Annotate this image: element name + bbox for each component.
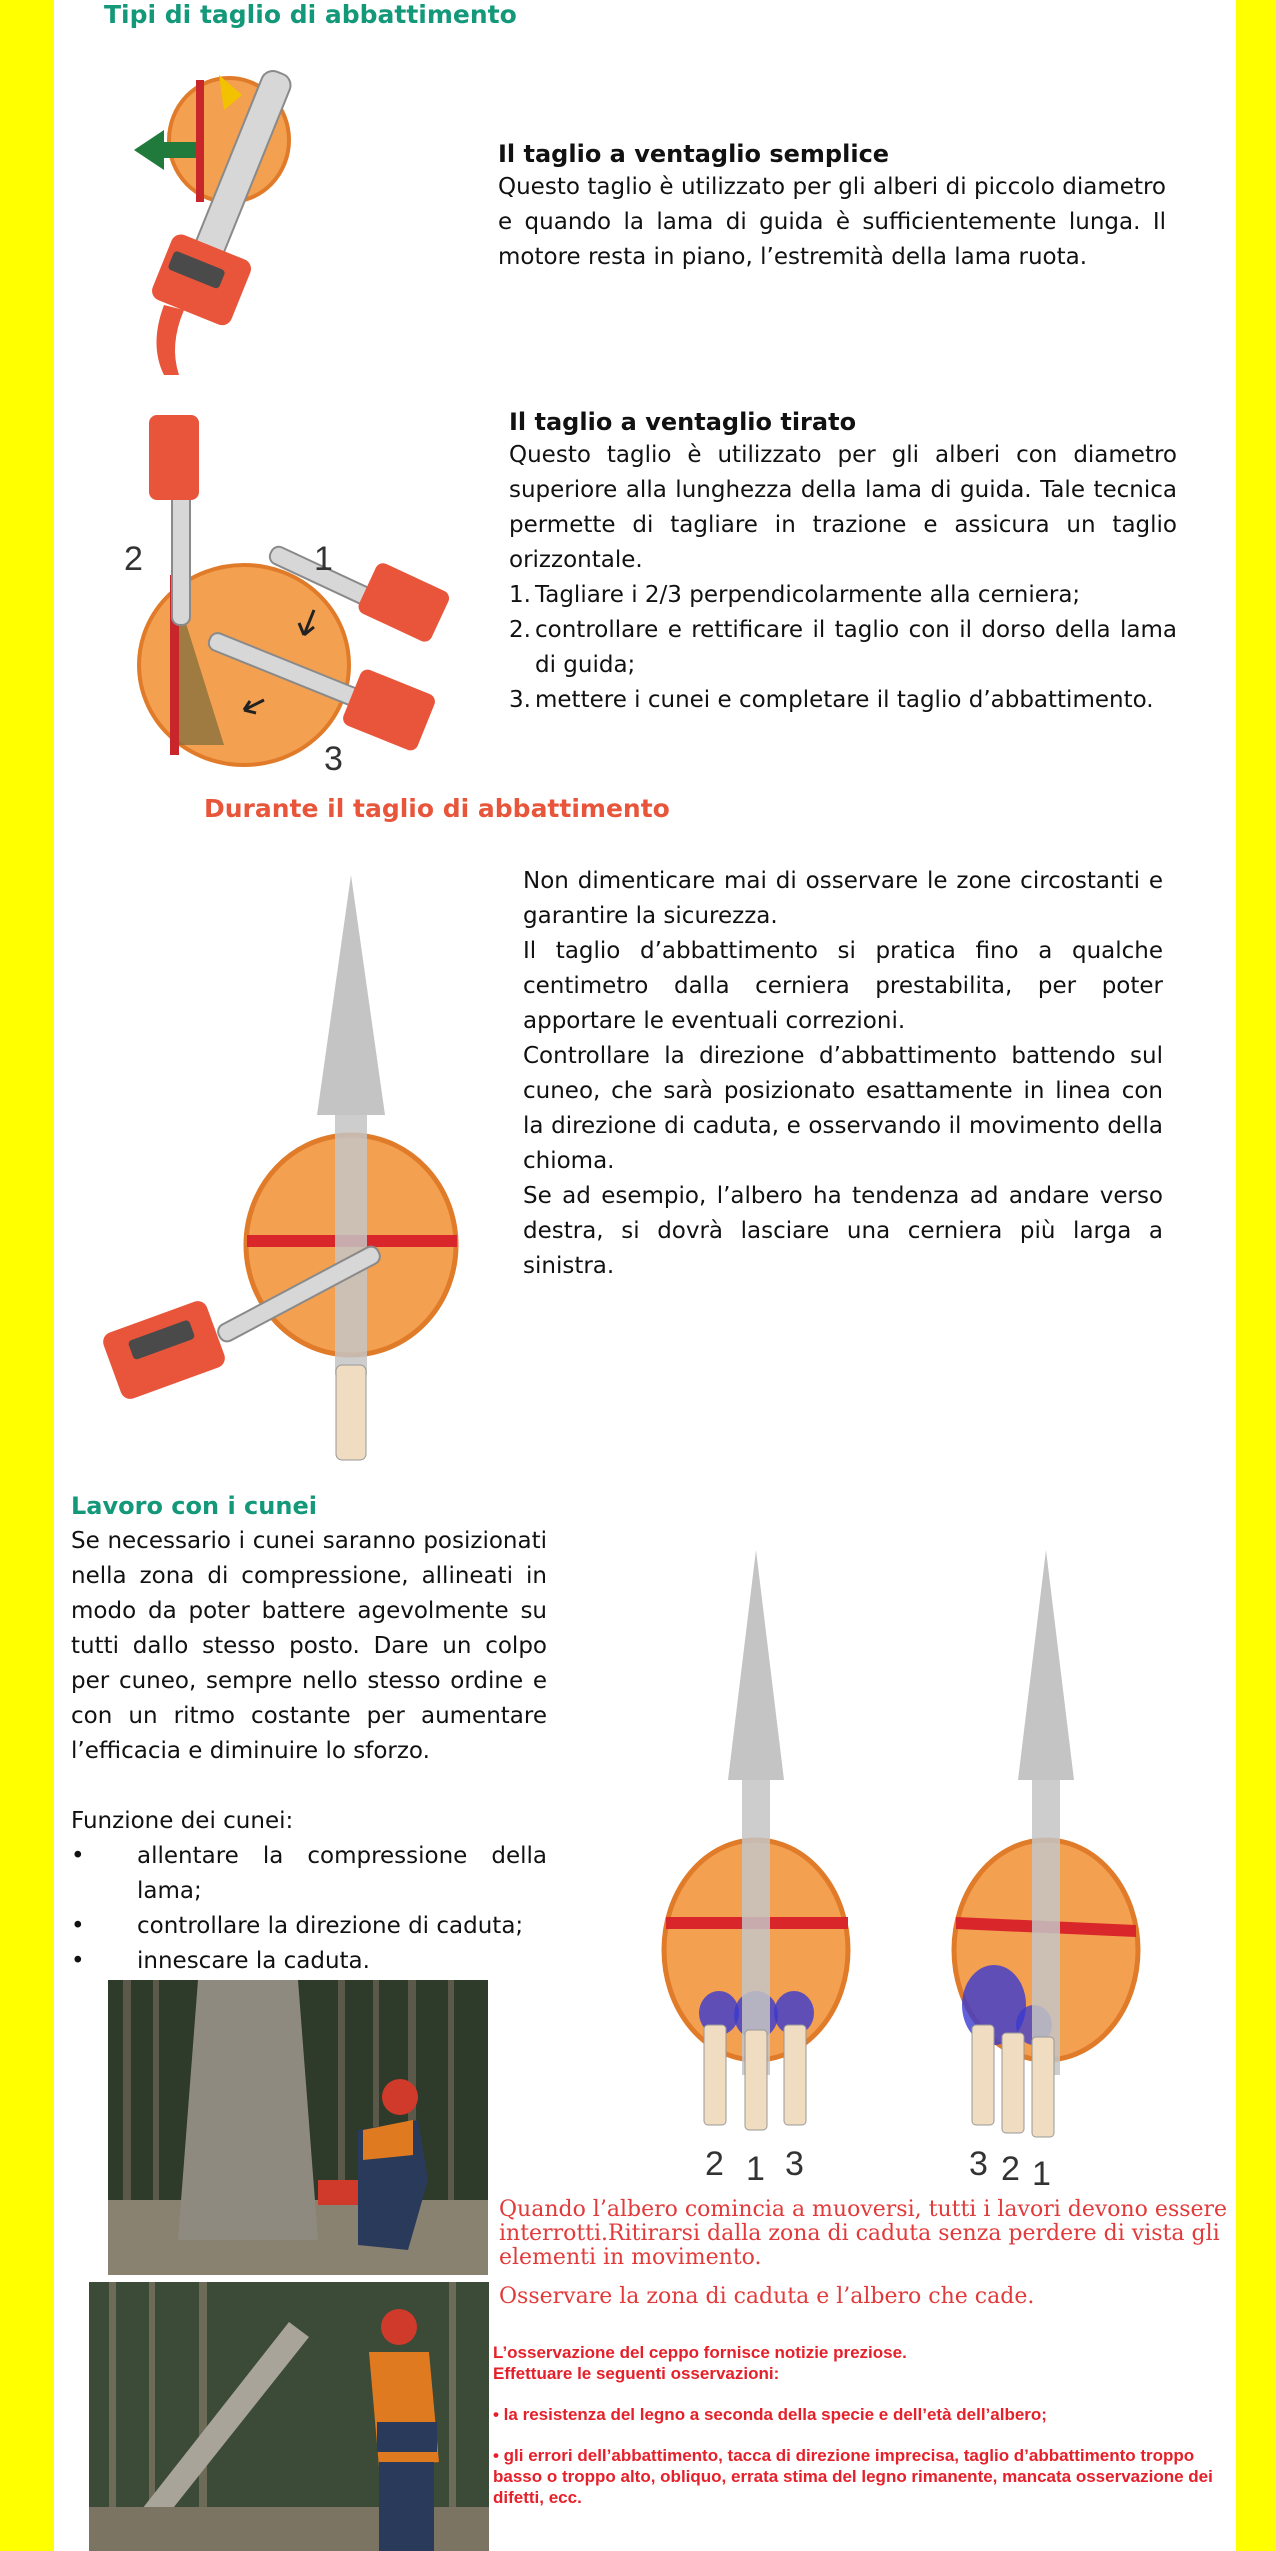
step-item: 1. Tagliare i 2/3 perpendicolarmente alla cerniera;	[509, 582, 1081, 608]
wedge-right-label-1: 1	[1032, 2155, 1051, 2185]
wedges-text: Se necessario i cunei saranno posizionati nella zona di compressione, allineati in modo da poter battere agevolmente su tutti dallo stesso posto. Dare un colpo per cuneo, sempre nello stesso ordine e con un ritmo costante per aumentare l’efficacia e diminuire lo sforzo.	[71, 1528, 547, 1764]
section-heading-wedges: Lavoro con i cunei	[71, 1492, 317, 1520]
pulled-cut-label-1: 1	[314, 540, 333, 578]
photo-falling-tree	[89, 2282, 489, 2551]
wedge-left-label-2: 1	[746, 2150, 765, 2185]
observe-zone-note: Osservare la zona di caduta e l’albero che cade.	[499, 2284, 1035, 2309]
photo-wedge-work	[108, 1980, 488, 2275]
list-item: • allentare la compressione della lama;	[71, 1843, 547, 1904]
wedge-functions-title: Funzione dei cunei:	[71, 1808, 294, 1834]
stump-observation	[493, 2342, 1233, 2508]
pulled-fan-cut-illustration	[114, 405, 474, 785]
stump-observe: Effettuare le seguenti osservazioni:	[493, 2364, 780, 2383]
stump-intro: L’osservazione del ceppo fornisce notizie preziose.	[493, 2343, 907, 2362]
during-felling-paragraph-3: Controllare la direzione d’abbattimento battendo sul cuneo, che sarà posizionato esattamente in linea con la direzione di caduta, e osservando il movimento della chioma.	[523, 1043, 1163, 1174]
wedge-right-label-3: 3	[969, 2145, 988, 2183]
felling-direction-illustration	[89, 845, 509, 1475]
simple-fan-cut-illustration	[124, 45, 404, 395]
during-felling-paragraph-1: Non dimenticare mai di osservare le zone circostanti e garantire la sicurezza.	[523, 868, 1163, 929]
wedge-diagram-left	[664, 1550, 848, 2185]
during-felling-paragraph-2: Il taglio d’abbattimento si pratica fino a qualche centimetro dalla cerniera prestabilita, per poter apportare le eventuali correzioni.	[523, 938, 1163, 1034]
list-item: • controllare la direzione di caduta;	[71, 1913, 524, 1939]
wedge-functions-list	[71, 1839, 547, 1979]
pulled-cut-label-2: 2	[124, 540, 143, 578]
page	[54, 0, 1236, 2551]
step-item: 3. mettere i cunei e completare il taglio d’abbattimento.	[509, 687, 1154, 713]
section-heading-felling-types: Tipi di taglio di abbattimento	[104, 0, 517, 29]
stop-work-note: Quando l’albero comincia a muoversi, tutti i lavori devono essere interrotti.Ritirarsi dalla zona di caduta senza perdere di vista gli elementi in movimento.	[499, 2197, 1228, 2270]
pulled-fan-cut-text: Questo taglio è utilizzato per gli alberi con diametro superiore alla lunghezza della lama di guida. Tale tecnica permette di tagliare in trazione e assicura un taglio orizzontale.	[509, 442, 1177, 573]
section-heading-during-felling: Durante il taglio di abbattimento	[204, 794, 670, 823]
wedge-diagram-right	[954, 1550, 1138, 2185]
stump-item: • gli errori dell’abbattimento, tacca di direzione imprecisa, taglio d’abbattimento troppo basso o troppo alto, obliquo, errata stima del legno rimanente, mancata osservazione dei difetti, ecc.	[493, 2446, 1213, 2507]
pulled-fan-cut-steps	[509, 578, 1177, 718]
wedge-right-label-2: 2	[1001, 2150, 1020, 2185]
pulled-fan-cut-title: Il taglio a ventaglio tirato	[509, 408, 857, 436]
step-item: 2. controllare e rettificare il taglio con il dorso della lama di guida;	[509, 617, 1177, 678]
during-felling-paragraph-4: Se ad esempio, l’albero ha tendenza ad andare verso destra, si dovrà lasciare una cerniera più larga a sinistra.	[523, 1183, 1163, 1279]
wedge-left-label-3: 3	[785, 2145, 804, 2183]
wedge-left-label-1: 2	[705, 2145, 724, 2183]
simple-fan-cut-title: Il taglio a ventaglio semplice	[498, 140, 890, 168]
list-item: • innescare la caduta.	[71, 1948, 370, 1974]
simple-fan-cut-text: Questo taglio è utilizzato per gli alberi di piccolo diametro e quando la lama di guida è sufficientemente lunga. Il motore resta in piano, l’estremità della lama ruota.	[498, 174, 1166, 270]
wedge-order-diagrams	[594, 1545, 1174, 2185]
pulled-cut-label-3: 3	[324, 740, 343, 778]
stump-item: • la resistenza del legno a seconda della specie e dell’età dell’albero;	[493, 2405, 1047, 2424]
